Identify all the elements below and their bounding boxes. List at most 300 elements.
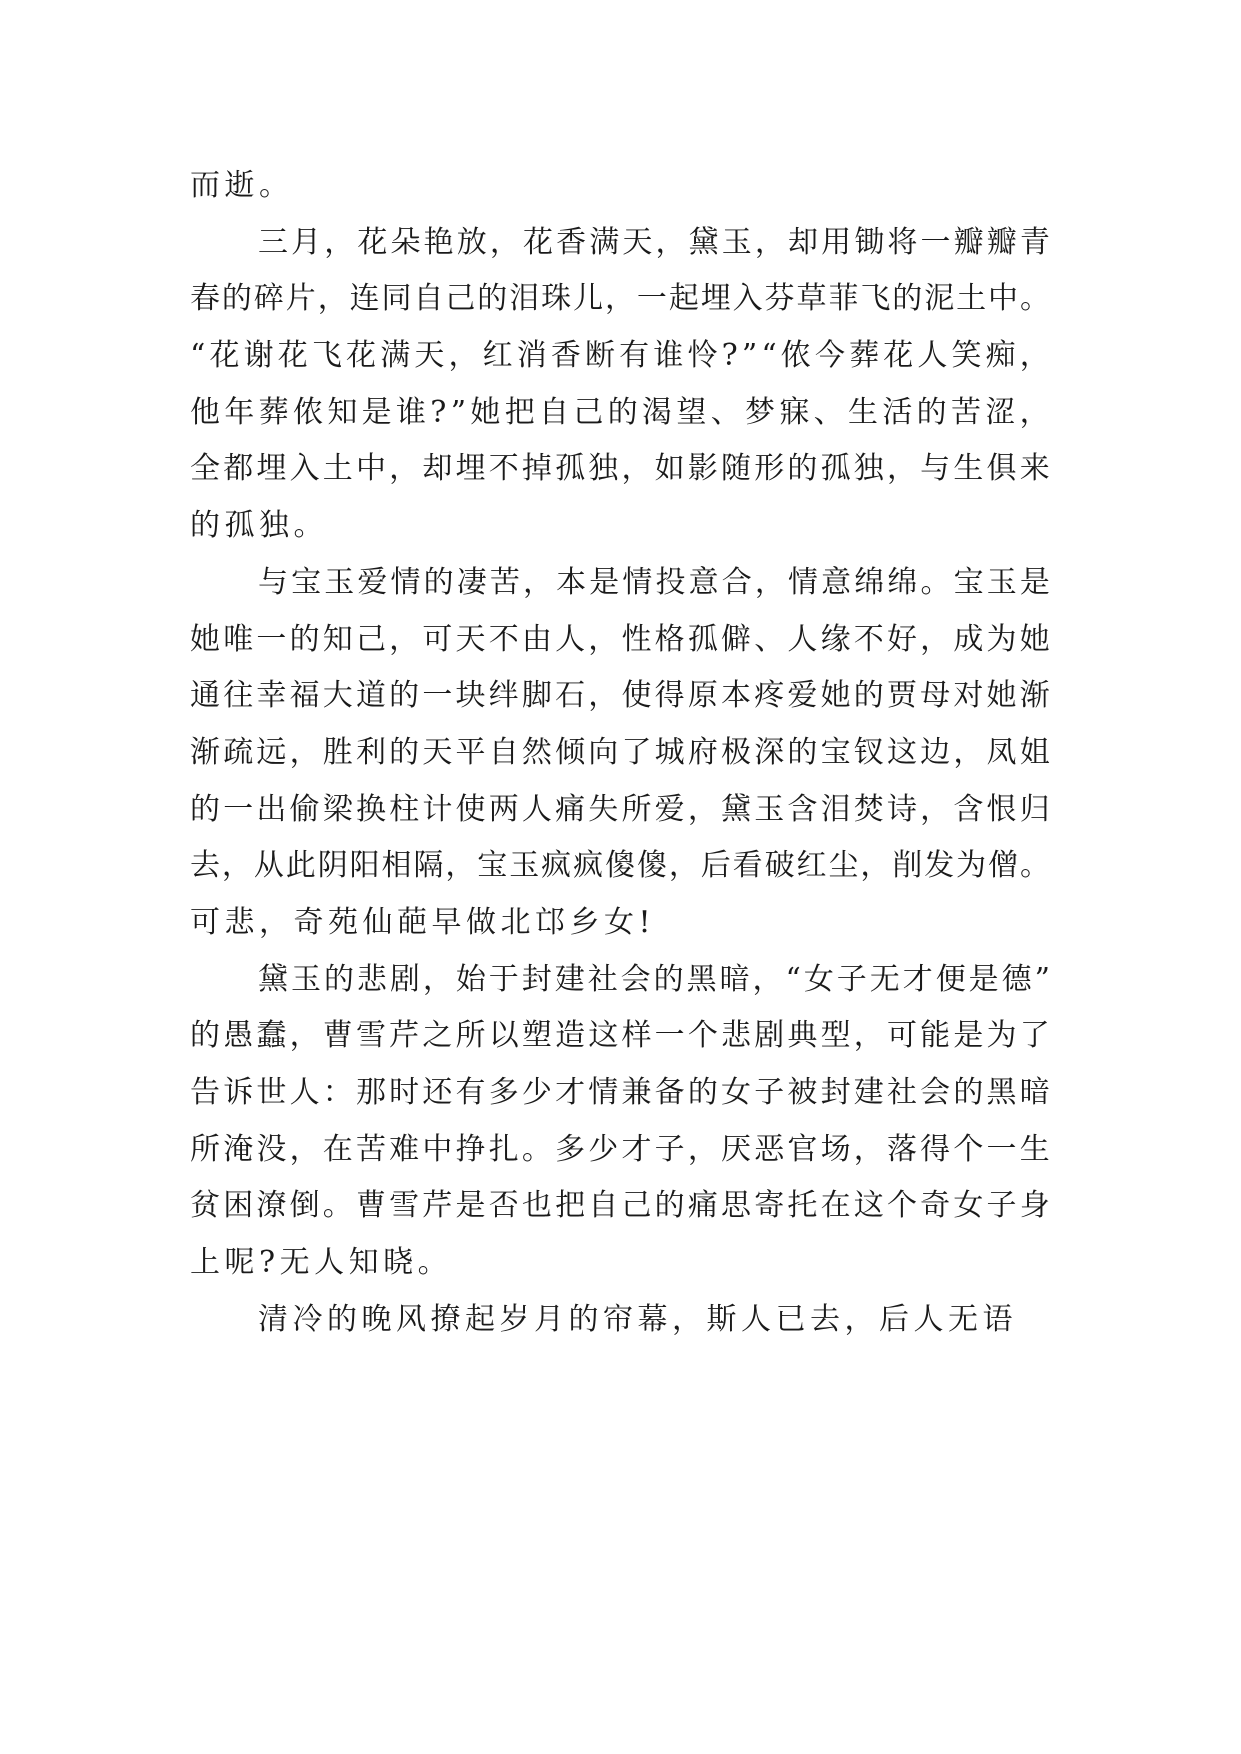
char: 的 <box>389 734 420 770</box>
char: 母 <box>920 678 951 714</box>
char: 全 <box>190 451 220 487</box>
char: 渐 <box>1019 678 1050 714</box>
char: 渐 <box>190 734 220 770</box>
char: 花 <box>277 338 308 374</box>
char: ， <box>588 621 619 657</box>
char: 不 <box>853 621 884 657</box>
char: 幸 <box>256 678 287 714</box>
char: 通 <box>190 678 220 714</box>
char: 她 <box>986 678 1017 714</box>
char: 好 <box>886 621 917 657</box>
char: 淹 <box>223 1131 254 1167</box>
char: 年 <box>224 394 255 430</box>
char: 此 <box>285 848 316 884</box>
char: ， <box>445 848 476 884</box>
char: 典 <box>787 1018 818 1054</box>
text-line <box>190 441 1050 498</box>
char: 。 <box>1019 848 1050 884</box>
char: “ <box>785 961 801 997</box>
char: 偷 <box>289 791 320 827</box>
char: 石 <box>555 678 586 714</box>
char: 托 <box>787 1188 818 1224</box>
char: 贾 <box>886 678 917 714</box>
char: 今 <box>814 338 845 374</box>
char: ， <box>1019 394 1050 430</box>
char: 望 <box>676 394 707 430</box>
char: 自 <box>488 734 519 770</box>
char: 子 <box>654 1131 685 1167</box>
char: 满 <box>589 224 620 260</box>
char: 孤 <box>555 451 586 487</box>
char: 往 <box>223 678 254 714</box>
text-line: 而逝。 <box>190 168 294 203</box>
char: 建 <box>554 961 585 997</box>
char: 削 <box>892 848 923 884</box>
char: 曹 <box>322 1018 353 1054</box>
char: 瓣 <box>986 224 1017 260</box>
char: 子 <box>986 1188 1017 1224</box>
char: 黑 <box>986 1075 1017 1110</box>
char: 黛 <box>258 961 288 997</box>
char: 性 <box>621 621 652 657</box>
char: 是 <box>361 394 392 430</box>
char: “ <box>190 338 206 374</box>
text-line: 上呢?无人知晓。 <box>190 1245 453 1281</box>
char: 花 <box>209 338 240 374</box>
char: 愚 <box>223 1018 254 1054</box>
char: 型 <box>820 1018 851 1054</box>
char: 这 <box>886 734 917 770</box>
char: 却 <box>788 224 818 260</box>
char: 所 <box>455 1018 486 1054</box>
char: 的 <box>607 394 638 430</box>
char: 宝 <box>820 734 851 770</box>
char: 钗 <box>853 734 884 770</box>
char: 蠢 <box>256 1018 287 1054</box>
char: 他 <box>190 394 220 430</box>
char: 府 <box>687 734 718 770</box>
char: 黛 <box>721 791 751 827</box>
char: 僧 <box>988 848 1019 884</box>
text-line <box>190 385 1050 442</box>
char: 的 <box>323 961 354 997</box>
char: 块 <box>455 678 486 714</box>
char: 月 <box>291 224 322 260</box>
char: 玉 <box>754 791 785 827</box>
char: 苦 <box>355 1131 386 1167</box>
char: 的 <box>787 734 818 770</box>
char: 使 <box>621 678 652 714</box>
char: 天 <box>414 338 445 374</box>
char: 城 <box>654 734 685 770</box>
char: 飞 <box>311 338 342 374</box>
char: 极 <box>721 734 751 770</box>
char: 寐 <box>779 394 810 430</box>
char: 焚 <box>853 791 884 827</box>
char: 时 <box>389 1075 420 1110</box>
char: ， <box>687 791 718 827</box>
char: 影 <box>687 451 718 487</box>
char: 与 <box>920 451 951 487</box>
char: 。 <box>521 1131 552 1167</box>
text-line <box>190 1065 1050 1122</box>
char: 苦 <box>489 564 520 600</box>
char: 宝 <box>477 848 508 884</box>
char: 所 <box>190 1131 220 1167</box>
char: 、 <box>754 621 785 657</box>
char: ， <box>604 281 635 317</box>
char: 爱 <box>654 791 685 827</box>
char: 社 <box>587 961 618 997</box>
char: ， <box>754 564 785 600</box>
char: 了 <box>1019 1018 1050 1054</box>
char: 爱 <box>357 564 388 600</box>
char: 独 <box>853 451 884 487</box>
char: 土 <box>322 451 353 487</box>
char: 扎 <box>488 1131 519 1167</box>
char: 侬 <box>292 394 323 430</box>
text-line <box>190 782 1050 839</box>
char: 为 <box>956 848 987 884</box>
char: ” <box>450 394 467 430</box>
char: 少 <box>588 1131 619 1167</box>
char: ， <box>853 1018 884 1054</box>
char: 含 <box>787 791 818 827</box>
char: ， <box>289 1018 320 1054</box>
char: 黑 <box>686 961 717 997</box>
char: 孤 <box>687 621 718 657</box>
char: 无 <box>869 961 900 997</box>
char: 恶 <box>754 1131 785 1167</box>
char: 两 <box>488 791 519 827</box>
char: 大 <box>322 678 353 714</box>
char: 把 <box>555 1188 586 1224</box>
char: 柱 <box>389 791 420 827</box>
char: ， <box>920 621 951 657</box>
char: 己 <box>355 621 386 657</box>
char: 是 <box>953 1018 984 1054</box>
char: ， <box>886 451 917 487</box>
char: 悲 <box>356 961 387 997</box>
char: 疯 <box>573 848 604 884</box>
char: 、 <box>813 394 844 430</box>
char: 花 <box>883 338 914 374</box>
char: 痛 <box>555 791 586 827</box>
char: 情 <box>788 564 818 600</box>
char: 之 <box>422 1018 453 1054</box>
char: 青 <box>1019 224 1050 260</box>
text-line <box>190 668 1050 725</box>
char: 尘 <box>828 848 859 884</box>
char: 己 <box>445 281 476 317</box>
text-line <box>190 1008 1050 1065</box>
char: 思 <box>721 1188 751 1224</box>
char: 在 <box>322 1131 353 1167</box>
char: 这 <box>588 1018 619 1054</box>
char: 是 <box>455 1188 486 1224</box>
char: 一 <box>920 224 951 260</box>
char: 发 <box>924 848 955 884</box>
char: 泪 <box>509 281 540 317</box>
char: ， <box>621 451 652 487</box>
char: 中 <box>988 281 1019 317</box>
char: 的 <box>687 1075 718 1110</box>
char: 己 <box>573 394 604 430</box>
char: 埋 <box>455 451 486 487</box>
char: 天 <box>455 621 486 657</box>
char: 多 <box>555 1131 586 1167</box>
char: 可 <box>422 621 453 657</box>
char: ， <box>422 961 453 997</box>
char: 人 <box>289 1075 320 1110</box>
char: 利 <box>355 734 386 770</box>
text-line: 清冷的晚风撩起岁月的帘幕，斯人已去，后人无语 <box>258 1301 1017 1337</box>
char: 困 <box>223 1188 254 1224</box>
char: 。 <box>322 1188 353 1224</box>
char: ， <box>289 734 320 770</box>
char: 换 <box>355 791 386 827</box>
char: 同 <box>381 281 412 317</box>
char: 一 <box>223 791 254 827</box>
char: ， <box>655 224 686 260</box>
char: ， <box>317 281 348 317</box>
char: 生 <box>953 451 984 487</box>
char: 芹 <box>422 1188 453 1224</box>
char: 也 <box>521 1188 552 1224</box>
text-line <box>190 725 1050 782</box>
char: 得 <box>920 1131 951 1167</box>
char: 暗 <box>719 961 750 997</box>
text-line <box>190 271 1050 328</box>
char: 泥 <box>924 281 955 317</box>
char: 随 <box>721 451 751 487</box>
char: 却 <box>422 451 453 487</box>
char: 失 <box>588 791 619 827</box>
char: ， <box>523 564 553 600</box>
char: 建 <box>853 1075 884 1110</box>
char: 暗 <box>1019 1075 1050 1110</box>
char: 始 <box>455 961 486 997</box>
char: 相 <box>381 848 412 884</box>
char: 子 <box>836 961 867 997</box>
char: 的 <box>389 678 420 714</box>
char: 埋 <box>700 281 731 317</box>
char: 她 <box>1019 621 1050 657</box>
char: 去 <box>190 848 220 884</box>
char: 谁 <box>395 394 426 430</box>
char: “ <box>761 338 777 374</box>
char: 便 <box>935 961 966 997</box>
char: ， <box>324 224 355 260</box>
char: 封 <box>521 961 552 997</box>
char: 活 <box>882 394 913 430</box>
char: 珠 <box>541 281 572 317</box>
char: 会 <box>920 1075 951 1110</box>
char: 告 <box>190 1075 220 1110</box>
char: ， <box>1019 338 1050 374</box>
char: 奇 <box>920 1188 951 1224</box>
char: 的 <box>221 281 252 317</box>
char: 黛 <box>688 224 719 260</box>
char: 否 <box>488 1188 519 1224</box>
char: 不 <box>488 621 519 657</box>
char: 没 <box>256 1131 287 1167</box>
char: 花 <box>357 224 388 260</box>
char: 成 <box>953 621 984 657</box>
char: 唯 <box>223 621 254 657</box>
char: 涩 <box>985 394 1016 430</box>
char: 悲 <box>721 1018 751 1054</box>
char: 然 <box>521 734 552 770</box>
char: 塑 <box>521 1018 552 1054</box>
char: 会 <box>620 961 651 997</box>
char: 瓣 <box>953 224 984 260</box>
char: 的 <box>853 678 884 714</box>
char: 远 <box>256 734 287 770</box>
char: 锄 <box>854 224 885 260</box>
char: 场 <box>820 1131 851 1167</box>
char: 用 <box>821 224 852 260</box>
char: 为 <box>986 621 1017 657</box>
char: 自 <box>413 281 444 317</box>
char: 社 <box>886 1075 917 1110</box>
char: 身 <box>1019 1188 1050 1224</box>
char: 才 <box>555 1075 586 1110</box>
char: 归 <box>1019 791 1050 827</box>
char: 落 <box>886 1131 917 1167</box>
char: 寄 <box>754 1188 785 1224</box>
char: 把 <box>504 394 535 430</box>
char: 笑 <box>951 338 982 374</box>
char: 绵 <box>887 564 918 600</box>
char: 泪 <box>820 791 851 827</box>
char: 意 <box>821 564 852 600</box>
char: 红 <box>796 848 827 884</box>
char: 能 <box>920 1018 951 1054</box>
char: 、 <box>710 394 741 430</box>
char: 恨 <box>986 791 1017 827</box>
char: 道 <box>355 678 386 714</box>
char: 葬 <box>849 338 880 374</box>
char: 为 <box>986 1018 1017 1054</box>
char: 傻 <box>604 848 635 884</box>
char: 投 <box>655 564 686 600</box>
char: 阳 <box>349 848 380 884</box>
char: 封 <box>820 1075 851 1110</box>
char: ， <box>389 451 420 487</box>
char: 俱 <box>986 451 1017 487</box>
char: 隔 <box>413 848 444 884</box>
char: ? <box>721 338 738 374</box>
char: 是 <box>589 564 620 600</box>
char: 芬 <box>764 281 795 317</box>
char: 起 <box>668 281 699 317</box>
char: 埋 <box>256 451 287 487</box>
char: 胜 <box>322 734 353 770</box>
char: 有 <box>455 1075 486 1110</box>
char: ， <box>953 734 984 770</box>
char: 与 <box>258 564 288 600</box>
char: 的 <box>653 961 684 997</box>
char: 的 <box>190 1018 220 1054</box>
char: 怜 <box>687 338 718 374</box>
char: 菲 <box>828 281 859 317</box>
char: 难 <box>389 1131 420 1167</box>
char: 凤 <box>986 734 1017 770</box>
char: 艳 <box>423 224 454 260</box>
char: 生 <box>848 394 878 430</box>
char: 消 <box>516 338 547 374</box>
char: 官 <box>787 1131 818 1167</box>
char: 她 <box>190 621 220 657</box>
char: ， <box>221 848 252 884</box>
char: 一 <box>256 621 287 657</box>
char: 兼 <box>621 1075 652 1110</box>
char: 疯 <box>541 848 572 884</box>
text-line: 的孤独。 <box>190 508 328 544</box>
char: 凄 <box>456 564 487 600</box>
char: 情 <box>622 564 653 600</box>
char: 满 <box>380 338 411 374</box>
text-line <box>190 1178 1050 1235</box>
char: 诗 <box>886 791 917 827</box>
char: 飞 <box>860 281 891 317</box>
char: 在 <box>820 1188 851 1224</box>
char: 人 <box>555 621 586 657</box>
char: 平 <box>455 734 486 770</box>
char: 多 <box>488 1075 519 1110</box>
char: 片 <box>285 281 316 317</box>
char: 红 <box>482 338 513 374</box>
char: 子 <box>754 1075 785 1110</box>
char: 的 <box>892 281 923 317</box>
char: 脚 <box>521 678 552 714</box>
char: 如 <box>654 451 685 487</box>
char: 了 <box>621 734 652 770</box>
char: 朵 <box>390 224 421 260</box>
char: ， <box>920 791 951 827</box>
char: 连 <box>349 281 380 317</box>
char: 绊 <box>488 678 519 714</box>
char: ” <box>741 338 758 374</box>
char: 梦 <box>745 394 776 430</box>
char: 谢 <box>243 338 274 374</box>
char: 痛 <box>687 1188 718 1224</box>
char: 一 <box>422 678 453 714</box>
char: 春 <box>190 281 220 317</box>
char: 含 <box>953 791 984 827</box>
char: 的 <box>787 451 818 487</box>
char: 渴 <box>642 394 673 430</box>
char: 才 <box>621 1131 652 1167</box>
char: ， <box>754 224 785 260</box>
char: 原 <box>687 678 718 714</box>
char: 一 <box>986 1131 1017 1167</box>
char: 土 <box>956 281 987 317</box>
char: 爱 <box>787 678 818 714</box>
char: 备 <box>654 1075 685 1110</box>
char: 一 <box>654 1018 685 1054</box>
char: ? <box>430 394 447 430</box>
char: 的 <box>916 394 947 430</box>
char: 入 <box>732 281 763 317</box>
char: 倒 <box>289 1188 320 1224</box>
char: 出 <box>256 791 287 827</box>
char: 玉 <box>290 961 321 997</box>
char: 人 <box>787 621 818 657</box>
char: 侬 <box>780 338 811 374</box>
text-line <box>190 215 1050 272</box>
